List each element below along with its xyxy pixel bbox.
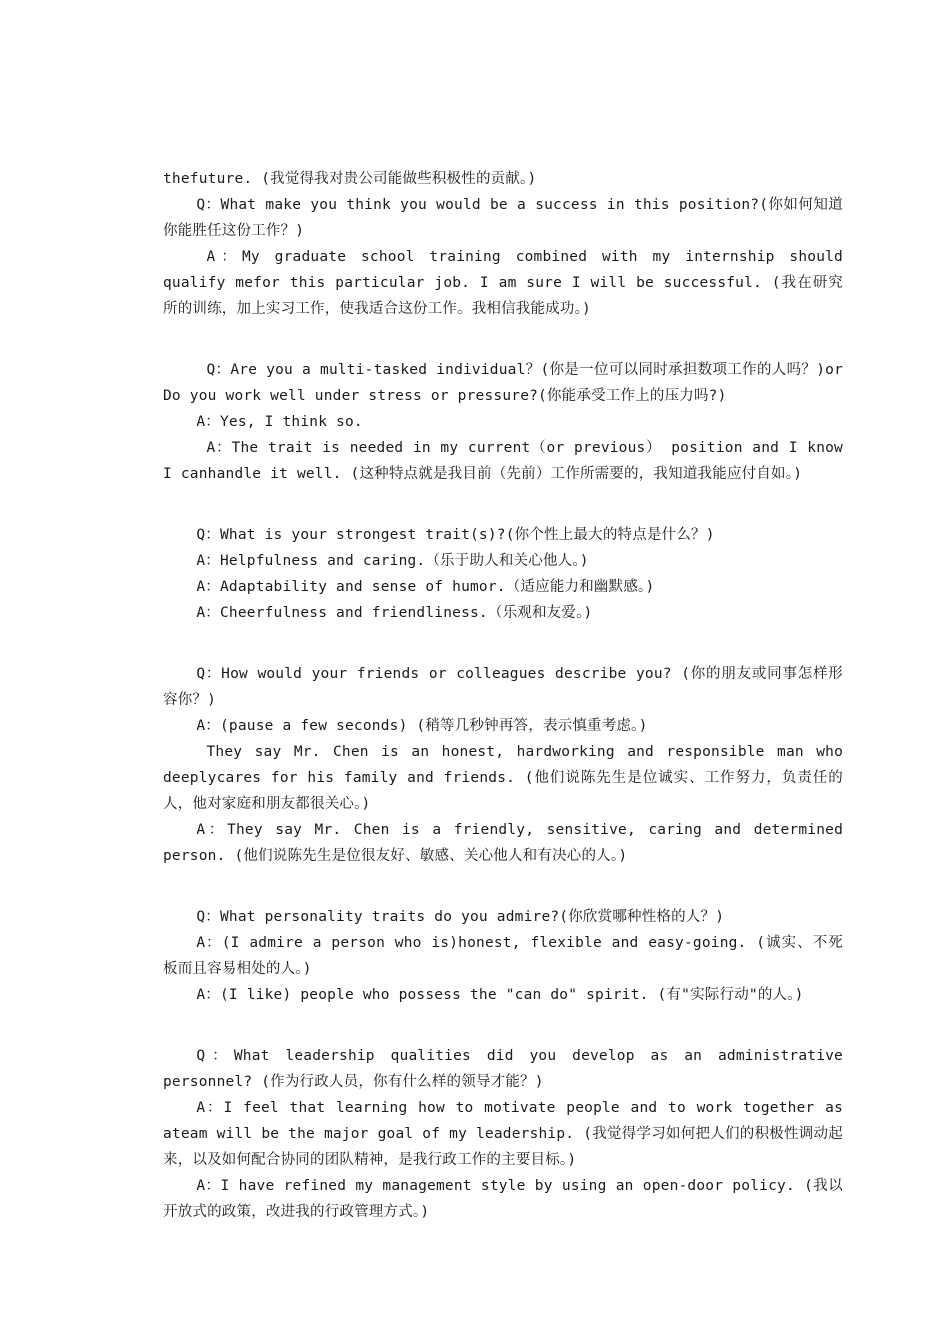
answer-paragraph: A：Yes, I think so. bbox=[196, 414, 363, 430]
answer-paragraph: A：(I admire a person who is)honest, flexible and easy-going. (诚实、不死板而且容易相处的人。) bbox=[163, 935, 843, 977]
question-paragraph: Q：What leadership qualities did you develop as an administrative personnel? (作为行政人员，你有什么样的领导才能？) bbox=[163, 1048, 843, 1090]
answer-paragraph: A：(pause a few seconds) (稍等几秒钟再答，表示慎重考虑。) bbox=[196, 718, 648, 734]
question-paragraph: Q：What personality traits do you admire?(你欣赏哪种性格的人？) bbox=[196, 909, 725, 925]
question-paragraph: Q：What make you think you would be a success in this position?(你如何知道你能胜任这份工作？) bbox=[163, 197, 843, 239]
section-gap bbox=[163, 869, 843, 904]
section-gap bbox=[163, 487, 843, 522]
answer-paragraph: A：(I like) people who possess the "can do" spirit. (有"实际行动"的人。) bbox=[196, 987, 804, 1003]
question-paragraph: Q：Are you a multi-tasked individual？(你是一位可以同时承担数项工作的人吗？)or Do you work well under stress or pressure?(你能承受工作上的压力吗?) bbox=[163, 362, 843, 404]
answer-paragraph: A：Cheerfulness and friendliness.（乐观和友爱。) bbox=[196, 605, 593, 621]
answer-paragraph: They say Mr. Chen is an honest, hardworking and responsible man who deeplycares for his family and friends. (他们说陈先生是位诚实、工作努力，负责任的人，他对家庭和朋友都很关心。) bbox=[163, 744, 843, 812]
answer-paragraph: A：I have refined my management style by using an open-door policy. (我以开放式的政策，改进我的行政管理方式。) bbox=[163, 1178, 843, 1220]
answer-paragraph: A：They say Mr. Chen is a friendly, sensitive, caring and determined person. (他们说陈先生是位很友好、敏感、关心他人和有决心的人。) bbox=[163, 822, 843, 864]
answer-paragraph: A：Adaptability and sense of humor.（适应能力和幽默感。) bbox=[196, 579, 655, 595]
document-page bbox=[163, 166, 843, 1225]
answer-paragraph: A：My graduate school training combined with my internship should qualify mefor this particular job. I am sure I will be successful. (我在研究所的训练，加上实习工作，使我适合这份工作。我相信我能成功。) bbox=[163, 249, 843, 317]
section-gap bbox=[163, 626, 843, 661]
answer-paragraph: A：Helpfulness and caring.（乐于助人和关心他人。) bbox=[196, 553, 589, 569]
question-paragraph: Q：How would your friends or colleagues describe you? (你的朋友或同事怎样形容你？) bbox=[163, 666, 843, 708]
section-gap bbox=[163, 1008, 843, 1043]
section-gap bbox=[163, 322, 843, 357]
answer-paragraph: A：The trait is needed in my current（or previous） position and I know I canhandle it well. (这种特点就是我目前（先前）工作所需要的，我知道我能应付自如。) bbox=[163, 440, 843, 482]
paragraph: thefuture. (我觉得我对贵公司能做些积极性的贡献。) bbox=[163, 171, 537, 187]
question-paragraph: Q：What is your strongest trait(s)?(你个性上最大的特点是什么？) bbox=[196, 527, 715, 543]
answer-paragraph: A：I feel that learning how to motivate people and to work together as ateam will be the major goal of my leadership. (我觉得学习如何把人们的积极性调动起来，以及如何配合协同的团队精神，是我行政工作的主要目标。) bbox=[163, 1100, 843, 1168]
